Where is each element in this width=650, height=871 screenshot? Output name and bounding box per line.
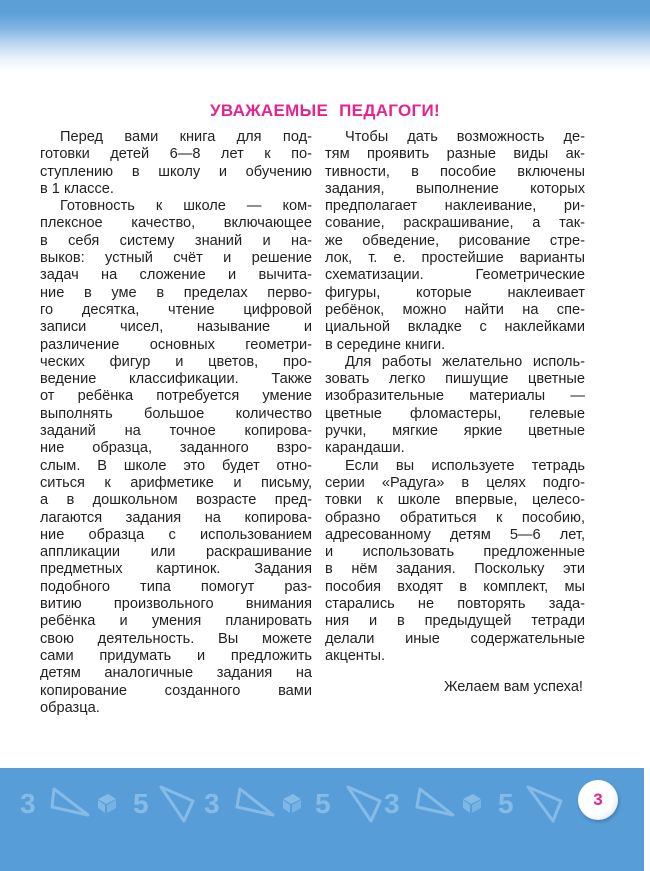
text-line: тивности, в пособие включены xyxy=(325,163,585,180)
text-line: лагаются задания на копирова- xyxy=(40,509,312,526)
digit-3-icon: 3 xyxy=(384,788,400,819)
text-line: предметных картинок. Задания xyxy=(40,561,312,578)
text-line: Если вы используете тетрадь xyxy=(345,457,585,474)
page-edge xyxy=(644,768,650,871)
text-line: старались не повторять зада- xyxy=(325,596,585,613)
text-line: копирование созданного вами xyxy=(40,682,312,699)
triangle-icon xyxy=(417,789,453,815)
text-line: подобного типа помогут раз- xyxy=(40,578,312,595)
text-line: заданий на точное копирова- xyxy=(40,423,312,440)
text-line: образца. xyxy=(40,699,100,716)
text-line: пособия входят в комплект, мы xyxy=(325,578,585,595)
text-line: слым. В школе это будет отно- xyxy=(40,457,312,474)
left-column xyxy=(40,129,312,717)
digit-3-icon: 3 xyxy=(204,788,220,819)
text-line: ситься к арифметике и письму, xyxy=(40,474,312,491)
text-line: и использовать предложенные xyxy=(325,544,585,561)
text-line: го десятка, чтение цифровой xyxy=(40,301,312,318)
text-line: лок, т. е. простейшие варианты xyxy=(325,250,585,267)
text-line: ческих фигур и цветов, про- xyxy=(40,353,312,370)
text-line: Для работы желательно исполь- xyxy=(345,353,585,370)
text-line: циальной вкладке с наклейками xyxy=(325,319,585,336)
text-line: ние образца, заданного взро- xyxy=(40,440,312,457)
text-line: выков: устный счёт и решение xyxy=(40,250,312,267)
page-number-badge: 3 xyxy=(578,780,618,820)
text-line: ние образца с использованием xyxy=(40,526,312,543)
text-line: ступлению в школу и обучению xyxy=(40,163,312,180)
text-line: схематизации. Геометрические xyxy=(325,267,585,284)
cube-icon xyxy=(283,794,301,813)
text-line: Чтобы дать возможность де- xyxy=(345,129,585,145)
text-line: цветные фломастеры, гелевые xyxy=(325,405,585,422)
right-column xyxy=(325,129,585,665)
text-line: фигуры, которые наклеивает xyxy=(325,284,585,301)
text-line: серии «Радуга» в целях подго- xyxy=(325,474,585,491)
text-line: витию произвольного внимания xyxy=(40,596,312,613)
text-line: ребёнок, можно найти на спе- xyxy=(325,301,585,318)
text-line: ние в уме в пределах перво- xyxy=(40,284,312,301)
text-line: готовки детей 6—8 лет к по- xyxy=(40,146,312,163)
text-line: аппликации или раскрашивание xyxy=(40,544,312,561)
triangle-icon xyxy=(237,789,273,815)
text-line: в нём задания. Поскольку эти xyxy=(325,561,585,578)
text-line: детям аналогичные задания на xyxy=(40,665,312,682)
text-line: Готовность к школе — ком- xyxy=(60,198,312,215)
text-line: товки к школе впервые, целесо- xyxy=(325,492,585,509)
text-line: ручки, мягкие яркие цветные xyxy=(325,423,585,440)
digit-5-icon: 5 xyxy=(498,788,514,819)
text-line: в середине книги. xyxy=(325,336,446,353)
text-line: акценты. xyxy=(325,647,386,664)
text-line: же обведение, рисование стре- xyxy=(325,232,585,249)
text-line: свою деятельность. Вы можете xyxy=(40,630,312,647)
text-line: от ребёнка потребуется умение xyxy=(40,388,312,405)
text-line: предполагает наклеивание, ри- xyxy=(325,198,585,215)
text-line: плексное качество, включающее xyxy=(40,215,312,232)
text-line: записи чисел, называние и xyxy=(40,319,312,336)
text-line: различение основных геометри- xyxy=(40,336,312,353)
text-line: Перед вами книга для под- xyxy=(60,129,312,145)
digit-5-icon: 5 xyxy=(315,788,331,819)
triangle-icon xyxy=(528,787,561,821)
text-line: делали иные содержательные xyxy=(325,630,585,647)
text-line: карандаши. xyxy=(325,440,405,457)
triangle-icon xyxy=(348,787,380,821)
text-line: задач на сложение и вычита- xyxy=(40,267,312,284)
math-shapes-pattern xyxy=(18,783,578,823)
text-line: ребёнка и умения планировать xyxy=(40,613,312,630)
text-line: тям проявить разные виды ак- xyxy=(325,146,585,163)
text-line: задания, выполнение которых xyxy=(325,180,585,197)
page-title: УВАЖАЕМЫЕ ПЕДАГОГИ! xyxy=(210,101,440,121)
text-line: а в дошкольном возрасте пред- xyxy=(40,492,312,509)
text-line: сование, раскрашивание, а так- xyxy=(325,215,585,232)
triangle-icon xyxy=(161,787,193,821)
triangle-icon xyxy=(52,789,88,815)
text-line: изобразительные материалы — xyxy=(325,388,585,405)
text-line: адресованному детям 5—6 лет, xyxy=(325,526,585,543)
top-gradient-band xyxy=(0,0,650,72)
text-line: в себя систему знаний и на- xyxy=(40,232,312,249)
digit-3-icon: 3 xyxy=(20,788,36,819)
text-line: в 1 классе. xyxy=(40,180,114,197)
text-line: выполнять большое количество xyxy=(40,405,312,422)
text-line: сами придумать и предложить xyxy=(40,647,312,664)
cube-icon xyxy=(98,794,116,813)
closing-signature: Желаем вам успеха! xyxy=(444,679,583,695)
text-line: ния и в предыдущей тетради xyxy=(325,613,585,630)
text-line: ведение классификации. Также xyxy=(40,371,312,388)
digit-5-icon: 5 xyxy=(133,788,149,819)
text-line: зовать легко пишущие цветные xyxy=(325,371,585,388)
cube-icon xyxy=(463,794,481,813)
text-line: образно обратиться к пособию, xyxy=(325,509,585,526)
